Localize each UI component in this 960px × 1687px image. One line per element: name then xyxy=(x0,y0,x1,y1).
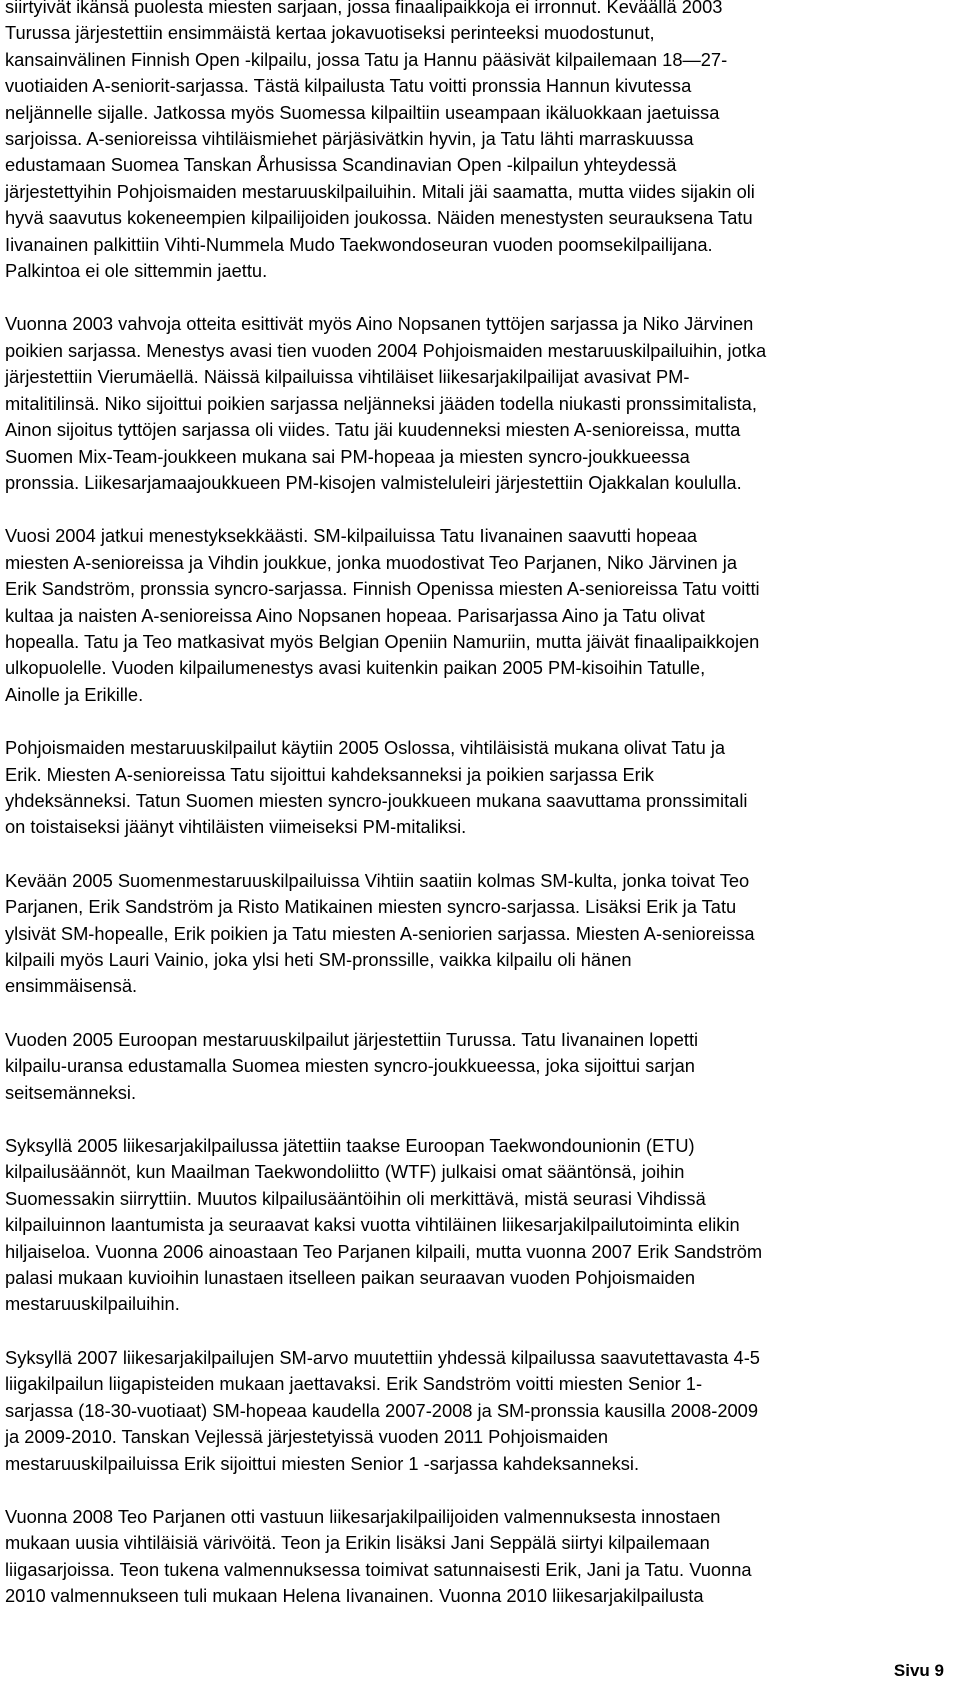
text-line: yhdeksänneksi. Tatun Suomen miesten syncro-joukkueen mukana saavuttama pronssimitali xyxy=(5,789,748,811)
text-line: järjestettiin Vierumäellä. Näissä kilpailuissa vihtiläiset liikesarjakilpailijat avasivat PM- xyxy=(5,366,690,388)
text-line: palasi mukaan kuvioihin lunastaen itselleen paikan seuraavan vuoden Pohjoismaiden xyxy=(5,1267,696,1289)
text-line: Vuonna 2003 vahvoja otteita esittivät myös Aino Nopsanen tyttöjen sarjassa ja Niko Järvinen xyxy=(5,313,754,335)
text-line: järjestettyihin Pohjoismaiden mestaruuskilpailuihin. Mitali jäi saamatta, mutta viides sijakin oli xyxy=(5,180,755,202)
text-line: Vuosi 2004 jatkui menestyksekkäästi. SM-kilpailuissa Tatu Iivanainen saavutti hopeaa xyxy=(5,525,698,547)
paragraph xyxy=(5,523,957,708)
paragraph xyxy=(5,868,957,1000)
paragraph xyxy=(5,1133,957,1318)
text-line: kilpaili myös Lauri Vainio, joka ylsi heti SM-pronssille, vaikka kilpailu oli hänen xyxy=(5,949,632,970)
paragraph xyxy=(5,1504,957,1610)
text-line: Syksyllä 2007 liikesarjakilpailujen SM-arvo muutettiin yhdessä kilpailussa saavutettavasta 4-5 xyxy=(5,1346,760,1368)
text-line: Suomessakin siirryttiin. Muutos kilpailusääntöihin oli merkittävä, mistä seurasi Vihdissä xyxy=(5,1187,706,1209)
paragraph xyxy=(5,311,957,496)
text-line: ulkopuolelle. Vuoden kilpailumenestys avasi kuitenkin paikan 2005 PM-kisoihin Tatulle, xyxy=(5,657,706,679)
text-line: on toistaiseksi jäänyt vihtiläisten viimeiseksi PM-mitaliksi. xyxy=(5,816,467,838)
text-line: sarjassa (18-30-vuotiaat) SM-hopeaa kaudella 2007-2008 ja SM-pronssia kausilla 2008-2009 xyxy=(5,1399,759,1421)
text-line: kilpailusäännöt, kun Maailman Taekwondoliitto (WTF) julkaisi omat sääntönsä, joihin xyxy=(5,1161,685,1183)
text-line: edustamaan Suomea Tanskan Århusissa Scandinavian Open -kilpailun yhteydessä xyxy=(5,154,677,176)
text-line: siirtyivät ikänsä puolesta miesten sarjaan, jossa finaalipaikkoja ei irronnut. Keväällä 2003 xyxy=(5,0,723,17)
page-number: Sivu 9 xyxy=(893,1661,944,1680)
text-line: Palkintoa ei ole sittemmin jaettu. xyxy=(5,260,268,282)
text-line: ensimmäisensä. xyxy=(5,975,138,997)
text-line: liigasarjoissa. Teon tukena valmennuksessa toimivat satunnaisesti Erik, Jani ja Tatu. Vuonna xyxy=(5,1558,752,1580)
text-line: Vuoden 2005 Euroopan mestaruuskilpailut järjestettiin Turussa. Tatu Iivanainen lopetti xyxy=(5,1028,699,1050)
text-line: poikien sarjassa. Menestys avasi tien vuoden 2004 Pohjoismaiden mestaruuskilpailuihin, jotka xyxy=(5,339,767,361)
document-body xyxy=(5,0,957,1637)
text-line: mestaruuskilpailuihin. xyxy=(5,1293,180,1315)
text-line: Ainolle ja Erikille. xyxy=(5,683,144,705)
text-line: hiljaiseloa. Vuonna 2006 ainoastaan Teo Parjanen kilpaili, mutta vuonna 2007 Erik Sandström xyxy=(5,1240,763,1262)
text-line: liigakilpailun liigapisteiden mukaan jaettavaksi. Erik Sandström voitti miesten Senior 1- xyxy=(5,1373,703,1395)
text-line: Iivanainen palkittiin Vihti-Nummela Mudo Taekwondoseuran vuoden poomsekilpailijana. xyxy=(5,233,713,255)
text-line: kultaa ja naisten A-senioreissa Aino Nopsanen hopeaa. Parisarjassa Aino ja Tatu olivat xyxy=(5,604,705,626)
text-line: ja 2009-2010. Tanskan Vejlessä järjestetyissä vuoden 2011 Pohjoismaiden xyxy=(5,1426,609,1448)
text-line: mestaruuskilpailuissa Erik sijoittui miesten Senior 1 -sarjassa kahdeksanneksi. xyxy=(5,1452,640,1474)
paragraph xyxy=(5,1345,957,1477)
text-line: seitsemänneksi. xyxy=(5,1081,137,1103)
text-line: miesten A-senioreissa ja Vihdin joukkue, jonka muodostivat Teo Parjanen, Niko Järvinen ja xyxy=(5,551,737,573)
text-line: Kevään 2005 Suomenmestaruuskilpailuissa Vihtiin saatiin kolmas SM-kulta, jonka toivat Teo xyxy=(5,869,750,891)
text-line: Pohjoismaiden mestaruuskilpailut käytiin 2005 Oslossa, vihtiläisistä mukana olivat Tatu ja xyxy=(5,737,726,759)
text-line: Syksyllä 2005 liikesarjakilpailussa jätettiin taakse Euroopan Taekwondounionin (ETU) xyxy=(5,1135,695,1157)
text-line: vuotiaiden A-seniorit-sarjassa. Tästä kilpailusta Tatu voitti pronssia Hannun kivutessa xyxy=(5,75,692,97)
text-line: 2010 valmennukseen tuli mukaan Helena Iivanainen. Vuonna 2010 liikesarjakilpailusta xyxy=(5,1585,704,1607)
text-line: Vuonna 2008 Teo Parjanen otti vastuun liikesarjakilpailijoiden valmennuksesta innostaen xyxy=(5,1505,721,1527)
text-line: kilpailu-uransa edustamalla Suomea miesten syncro-joukkueessa, joka sijoittui sarjan xyxy=(5,1055,695,1077)
text-line: ylsivät SM-hopealle, Erik poikien ja Tatu miesten A-seniorien sarjassa. Miesten A-senioreissa xyxy=(5,922,755,944)
text-line: pronssia. Liikesarjamaajoukkueen PM-kisojen valmisteluleiri järjestettiin Ojakkalan koululla. xyxy=(5,471,742,493)
text-line: neljännelle sijalle. Jatkossa myös Suomessa kilpailtiin useampaan ikäluokkaan jaetuissa xyxy=(5,101,720,123)
text-line: Parjanen, Erik Sandström ja Risto Matikainen miesten syncro-sarjassa. Lisäksi Erik ja Tatu xyxy=(5,896,737,918)
text-line: Erik. Miesten A-senioreissa Tatu sijoittui kahdeksanneksi ja poikien sarjassa Erik xyxy=(5,763,654,785)
text-line: hyvä saavutus kokeneempien kilpailijoiden joukossa. Näiden menestysten seurauksena Tatu xyxy=(5,207,753,229)
text-line: kansainvälinen Finnish Open -kilpailu, jossa Tatu ja Hannu pääsivät kilpailemaan 18—27- xyxy=(5,48,728,70)
paragraph xyxy=(5,735,957,841)
text-line: Suomen Mix-Team-joukkeen mukana sai PM-hopeaa ja miesten syncro-joukkueessa xyxy=(5,445,690,467)
text-line: mitalitilinsä. Niko sijoittui poikien sarjassa neljänneksi jääden todella niukasti pronssimitalista, xyxy=(5,392,757,414)
text-line: sarjoissa. A-senioreissa vihtiläismiehet pärjäsivätkin hyvin, ja Tatu lähti marraskuussa xyxy=(5,128,694,150)
text-line: mukaan uusia vihtiläisiä värivöitä. Teon ja Erikin lisäksi Jani Seppälä siirtyi kilpailemaan xyxy=(5,1532,710,1554)
paragraph xyxy=(5,1027,957,1106)
text-line: Ainon sijoitus tyttöjen sarjassa oli viides. Tatu jäi kuudenneksi miesten A-senioreissa, mutta xyxy=(5,419,741,441)
text-line: hopealla. Tatu ja Teo matkasivat myös Belgian Openiin Namuriin, mutta jäivät finaalipaikkojen xyxy=(5,630,760,652)
text-line: kilpailuinnon laantumista ja seuraavat kaksi vuotta vihtiläinen liikesarjakilpailutoiminta elikin xyxy=(5,1214,740,1236)
text-line: Erik Sandström, pronssia syncro-sarjassa. Finnish Openissa miesten A-senioreissa Tatu voitti xyxy=(5,578,760,600)
text-line: Turussa järjestettiin ensimmäistä kertaa jokavuotiseksi perinteeksi muodostunut, xyxy=(5,22,655,44)
paragraph xyxy=(5,0,957,284)
